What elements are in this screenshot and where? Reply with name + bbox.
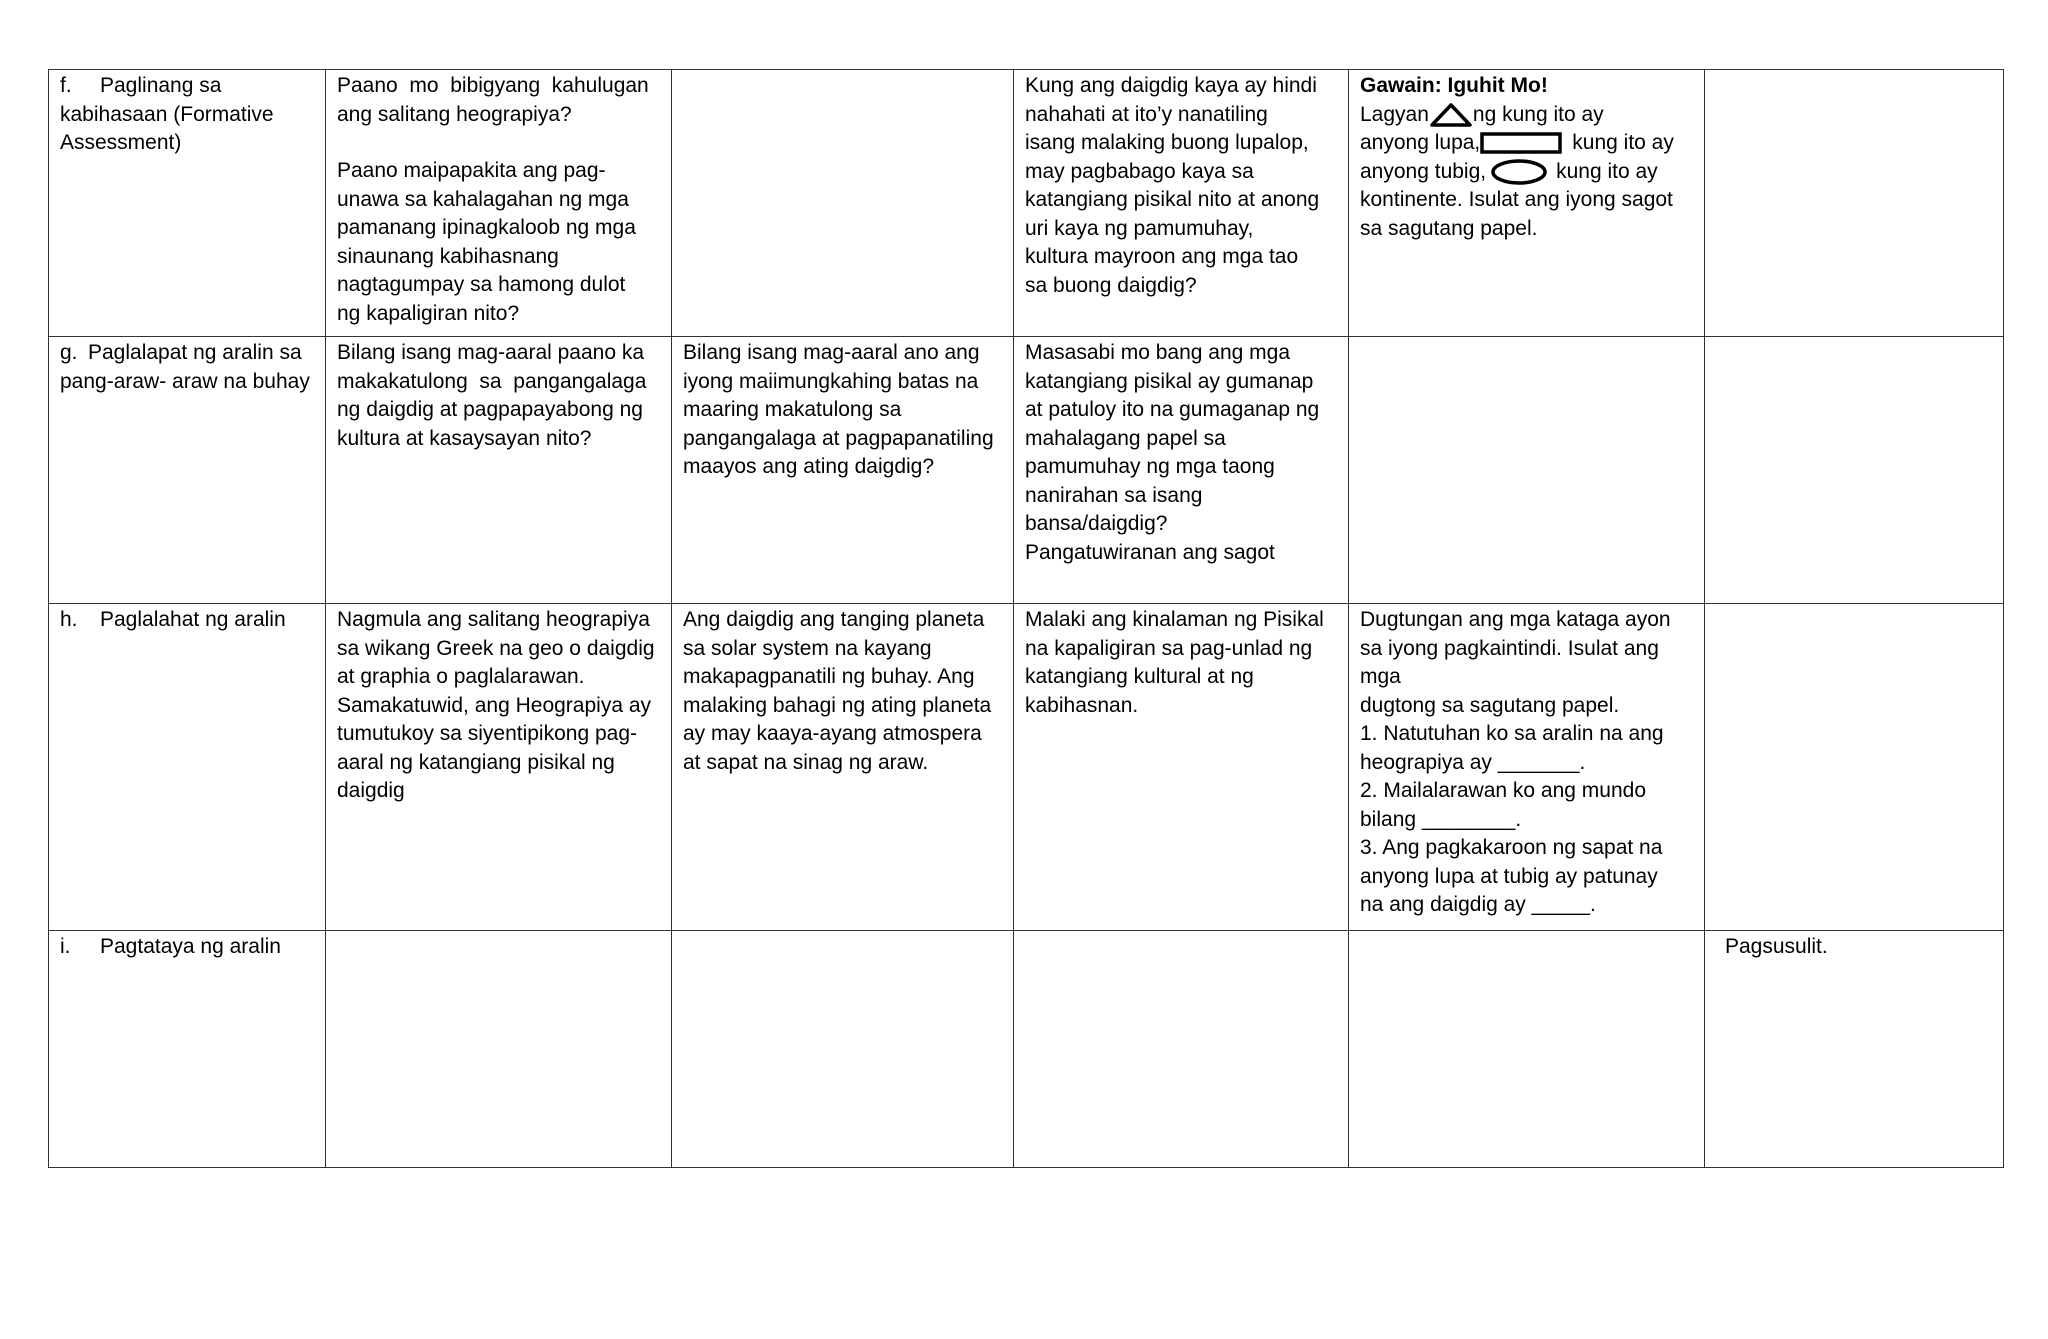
row-g-c2-line: Bilang isang mag-aaral paano ka: [337, 341, 645, 364]
row-f-col5-cell: [1349, 70, 1705, 337]
row-h-c5-line: anyong lupa at tubig ay patunay: [1360, 864, 1658, 888]
row-h-c4-line: Malaki ang kinalaman ng Pisikal: [1025, 608, 1324, 631]
row-g-c2-line: kultura at kasaysayan nito?: [337, 426, 592, 450]
row-g-c4-line: at patuloy ito na gumaganap ng: [1025, 398, 1320, 421]
row-h-c5-line: 2. Mailalarawan ko ang mundo: [1360, 779, 1647, 802]
row-h-c5-line: bilang ________.: [1360, 807, 1522, 831]
row-g-c3-line: maaring makatulong sa: [683, 398, 902, 421]
row-i-letter: i.: [60, 935, 71, 958]
row-f-col4-cell: [1014, 70, 1349, 337]
row-g: [49, 337, 2004, 604]
row-f-c2-line: ang salitang heograpiya?: [337, 102, 572, 126]
row-h-col4-cell: [1014, 604, 1349, 931]
row-g-c3-line: iyong maiimungkahing batas na: [683, 369, 979, 393]
row-i-col3-cell: [672, 931, 1014, 1168]
row-h-c2-line: daigdig: [337, 779, 405, 802]
row-h-c5-line: mga: [1360, 665, 1401, 688]
row-f: [49, 70, 2004, 337]
activity-line-3: anyong tubig, kung ito ay: [1360, 158, 1693, 187]
row-h-c3-line: ay may kaaya-ayang atmospera: [683, 722, 982, 745]
rectangle-icon: [1480, 131, 1562, 155]
row-h-col2-cell: [326, 604, 672, 931]
row-h-c3-line: malaking bahagi ng ating planeta: [683, 693, 992, 717]
row-g-c4-line: nanirahan sa isang: [1025, 483, 1203, 507]
row-h-label-cell: [49, 604, 326, 931]
row-f-c2-line: pamanang ipinagkaloob ng mga: [337, 216, 636, 239]
row-h-label-line: h. Paglalahat ng aralin: [60, 606, 314, 635]
row-i-col2-cell: [326, 931, 672, 1168]
row-h-c5-line: 1. Natutuhan ko sa aralin na ang: [1360, 722, 1664, 745]
row-i-col6-cell: [1705, 931, 2004, 1168]
row-g-c3-line: pangangalaga at pagpapanatiling: [683, 426, 994, 450]
row-h-c3-line: sa solar system na kayang: [683, 636, 932, 660]
row-h-col6-cell: [1705, 604, 2004, 931]
row-i-col5-cell: [1349, 931, 1705, 1168]
row-f-label-line: f. Paglinang sa: [60, 72, 314, 101]
row-f-c4-line: isang malaking buong lupalop,: [1025, 131, 1309, 154]
row-i-label-cell: [49, 931, 326, 1168]
row-f-c4-line: Kung ang daigdig kaya ay hindi: [1025, 74, 1317, 97]
row-g-c4-line: mahalagang papel sa: [1025, 426, 1226, 450]
row-h-c4-line: katangiang kultural at ng: [1025, 665, 1254, 688]
row-f-c5-line: kontinente. Isulat ang iyong sagot: [1360, 188, 1673, 211]
row-h-c4-line: na kapaligiran sa pag-unlad ng: [1025, 636, 1313, 660]
row-f-col2-cell: [326, 70, 672, 337]
row-i: [49, 931, 2004, 1168]
row-h-c5-line: dugtong sa sagutang papel.: [1360, 693, 1620, 717]
row-g-col3-cell: [672, 337, 1014, 604]
row-g-c2-line: ng daigdig at pagpapayabong ng: [337, 398, 643, 421]
row-g-c4-line: Pangatuwiranan ang sagot: [1025, 540, 1275, 564]
row-i-col4-cell: [1014, 931, 1349, 1168]
row-f-c4-line: kultura mayroon ang mga tao: [1025, 245, 1299, 268]
row-h-c2-line: sa wikang Greek na geo o daigdig: [337, 636, 655, 660]
row-f-c2-line: sinaunang kabihasnang: [337, 244, 559, 268]
row-f-c2-line: nagtagumpay sa hamong dulot: [337, 273, 626, 296]
triangle-icon: [1429, 102, 1473, 128]
row-h-c5-line: sa iyong pagkaintindi. Isulat ang: [1360, 636, 1659, 660]
row-g-c2-line: makakatulong sa pangangalaga: [337, 369, 647, 393]
row-h-c3-line: at sapat na sinag ng araw.: [683, 750, 929, 774]
row-f-c2-line: unawa sa kahalagahan ng mga: [337, 187, 629, 211]
row-f-c4-line: uri kaya ng pamumuhay,: [1025, 216, 1254, 240]
row-g-c3-line: maayos ang ating daigdig?: [683, 455, 935, 478]
row-h-col5-cell: [1349, 604, 1705, 931]
row-g-c4-line: katangiang pisikal ay gumanap: [1025, 369, 1314, 393]
row-g-label-line: g. Paglalapat ng aralin sa: [60, 339, 314, 368]
row-f-label-line: Assessment): [60, 131, 182, 154]
row-f-c4-line: katangiang pisikal nito at anong: [1025, 188, 1320, 211]
row-h-col3-cell: [672, 604, 1014, 931]
row-h-c2-line: aaral ng katangiang pisikal ng: [337, 750, 615, 774]
row-f-col6-cell: [1705, 70, 2004, 337]
row-f-c2-line: Paano maipapakita ang pag-: [337, 159, 606, 182]
row-g-c4-line: bansa/daigdig?: [1025, 512, 1168, 535]
row-h-c3-line: Ang daigdig ang tanging planeta: [683, 608, 985, 631]
row-i-c6-line: Pagsusulit.: [1725, 935, 1828, 958]
row-h-c5-line: Dugtungan ang mga kataga ayon: [1360, 608, 1671, 631]
row-g-letter: g.: [60, 341, 78, 364]
row-g-col2-cell: [326, 337, 672, 604]
row-h-c4-line: kabihasnan.: [1025, 693, 1139, 717]
row-h-c2-line: tumutukoy sa siyentipikong pag-: [337, 722, 637, 745]
row-f-letter: f.: [60, 74, 72, 97]
row-h-c5-line: heograpiya ay _______.: [1360, 750, 1586, 774]
row-h-c5-line: na ang daigdig ay _____.: [1360, 893, 1596, 916]
row-f-c2-line: ng kapaligiran nito?: [337, 301, 520, 325]
row-g-col5-cell: [1349, 337, 1705, 604]
oval-icon: [1486, 158, 1552, 186]
row-f-label-cell: [49, 70, 326, 337]
row-h-c3-line: makapagpanatili ng buhay. Ang: [683, 665, 975, 688]
row-h-c2-line: at graphia o paglalarawan.: [337, 665, 585, 688]
row-f-c5-line: sa sagutang papel.: [1360, 216, 1538, 240]
row-h: [49, 604, 2004, 931]
row-g-c4-line: pamumuhay ng mga taong: [1025, 455, 1275, 478]
row-f-col3-cell: [672, 70, 1014, 337]
paragraph-gap: [337, 129, 660, 157]
row-g-c4-line: Masasabi mo bang ang mga: [1025, 341, 1290, 364]
row-h-c2-line: Samakatuwid, ang Heograpiya ay: [337, 693, 652, 717]
row-f-label-line: kabihasaan (Formative: [60, 102, 274, 126]
row-h-c2-line: Nagmula ang salitang heograpiya: [337, 608, 650, 631]
row-h-c5-line: 3. Ang pagkakaroon ng sapat na: [1360, 836, 1663, 859]
row-h-letter: h.: [60, 608, 78, 631]
row-g-label-line: pang-araw- araw na buhay: [60, 369, 310, 393]
row-g-c3-line: Bilang isang mag-aaral ano ang: [683, 341, 980, 364]
row-f-c4-line: sa buong daigdig?: [1025, 273, 1197, 297]
activity-title: Gawain: Iguhit Mo!: [1360, 74, 1548, 97]
row-f-c4-line: may pagbabago kaya sa: [1025, 159, 1254, 183]
activity-line-1: Lagyan ng kung ito ay: [1360, 101, 1693, 130]
row-g-col4-cell: [1014, 337, 1349, 604]
row-i-label-line: i. Pagtataya ng aralin: [60, 933, 314, 962]
row-g-label-cell: [49, 337, 326, 604]
activity-line-2: anyong lupa, kung ito ay: [1360, 131, 1674, 154]
lesson-plan-table: [48, 69, 2004, 1168]
row-f-c4-line: nahahati at ito’y nanatiling: [1025, 102, 1268, 126]
row-f-c2-line: Paano mo bibigyang kahulugan: [337, 74, 649, 97]
row-g-col6-cell: [1705, 337, 2004, 604]
